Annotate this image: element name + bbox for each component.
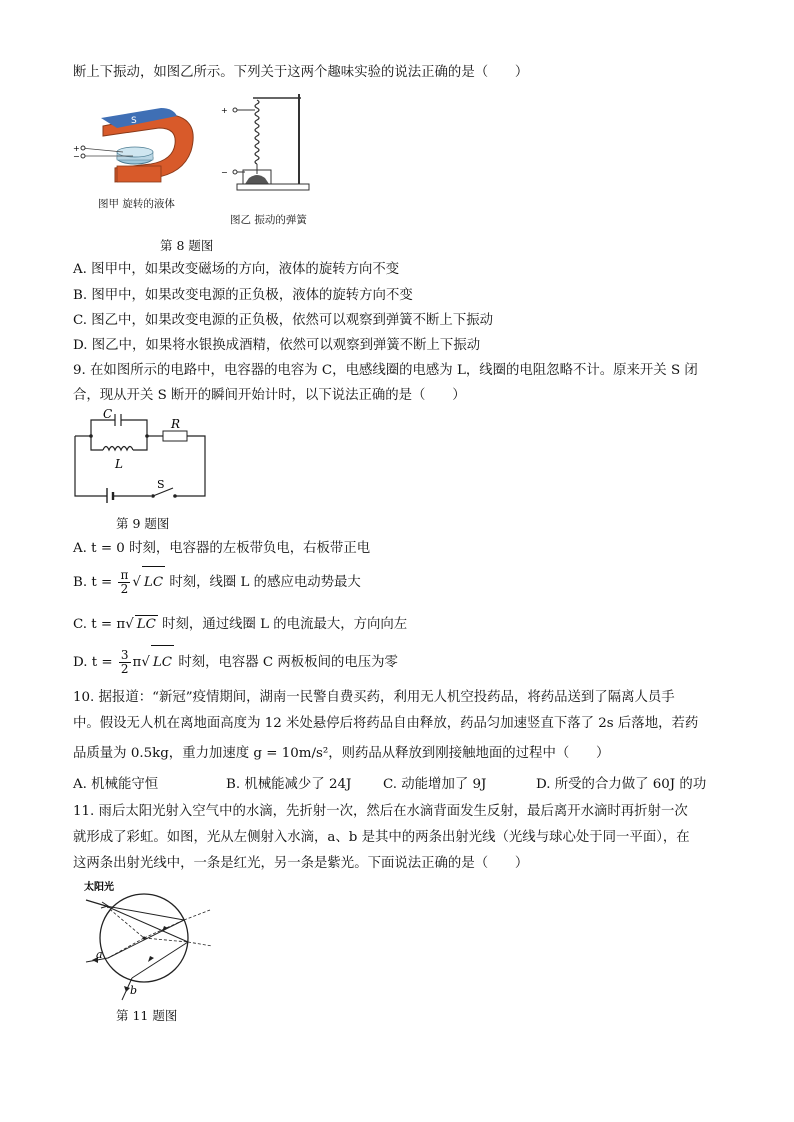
q10-line1: 10. 据报道：“新冠”疫情期间，湖南一民警自费买药，利用无人机空投药品，将药品送到了隔离人员手 bbox=[73, 690, 675, 705]
q10-line2: 中。假设无人机在离地面高度为 12 米处悬停后将药品自由释放，药品匀加速竖直下落了 2s 后落地，若药 bbox=[73, 716, 699, 731]
resistor-label: R bbox=[171, 417, 181, 431]
q10-option-d: D. 所受的合力做了 60J 的功 bbox=[536, 777, 707, 792]
sunlight-label: 太阳光 bbox=[84, 882, 114, 893]
q11-line2: 就形成了彩虹。如图，光从左侧射入水滴，a、b 是其中的两条出射光线（光线与球心处于同一平面），在 bbox=[73, 830, 690, 845]
fig-a-label: 图甲 旋转的液体 bbox=[98, 198, 175, 210]
q9-option-b: B. t = $\frac{\pi}{2}$ √ LC 时刻，线圈 L 的感应电动势最大 bbox=[73, 566, 361, 599]
q11-line3: 这两条出射光线中，一条是红光，另一条是紫光。下面说法正确的是（ ） bbox=[73, 856, 529, 871]
lc-circuit-figure bbox=[73, 408, 213, 503]
q8-option-a: A. 图甲中，如果改变磁场的方向，液体的旋转方向不变 bbox=[73, 262, 400, 277]
capacitor-label: C bbox=[103, 408, 113, 421]
q8-stem-tail: 断上下振动，如图乙所示。下列关于这两个趣味实验的说法正确的是（ ） bbox=[73, 65, 529, 80]
switch-label: S bbox=[157, 478, 165, 491]
ray-a-label: a bbox=[96, 948, 103, 961]
q10-option-b: B. 机械能减少了 24J bbox=[226, 777, 352, 792]
svg-text:+: + bbox=[73, 144, 80, 153]
q9-line1: 9. 在如图所示的电路中，电容器的电容为 C，电感线圈的电感为 L，线圈的电阻忽略不计。原来开关 S 闭 bbox=[73, 363, 698, 378]
svg-text:−: − bbox=[73, 152, 80, 161]
inductor-label: L bbox=[115, 457, 123, 471]
q10-line3: 品质量为 0.5kg，重力加速度 g = 10m/s²，则药品从释放到刚接触地面的过程中（ ） bbox=[73, 746, 610, 761]
svg-text:−: − bbox=[221, 168, 228, 177]
svg-text:+: + bbox=[221, 106, 228, 115]
q8-option-b: B. 图甲中，如果改变电源的正负极，液体的旋转方向不变 bbox=[73, 288, 413, 303]
q8-option-d: D. 图乙中，如果将水银换成酒精，依然可以观察到弹簧不断上下振动 bbox=[73, 338, 481, 353]
spring-figure bbox=[215, 86, 315, 198]
q9-option-c: C. t = π√ LC 时刻，通过线圈 L 的电流最大，方向向左 bbox=[73, 617, 408, 632]
ray-b-label: b bbox=[130, 984, 138, 997]
raindrop-figure bbox=[84, 880, 214, 1002]
q8-fig-caption: 第 8 题图 bbox=[160, 238, 214, 253]
q9-line2: 合，现从开关 S 断开的瞬间开始计时，以下说法正确的是（ ） bbox=[73, 388, 466, 403]
magnet-s-label: S bbox=[131, 116, 137, 126]
fig-b-label: 图乙 振动的弹簧 bbox=[230, 214, 307, 226]
q9-fig-caption: 第 9 题图 bbox=[116, 516, 170, 531]
q9-option-a: A. t = 0 时刻，电容器的左板带负电，右板带正电 bbox=[73, 541, 371, 556]
q8-option-c: C. 图乙中，如果改变电源的正负极，依然可以观察到弹簧不断上下振动 bbox=[73, 313, 493, 328]
q9-option-d: D. t = $\frac{3}{2}$ π√ LC 时刻，电容器 C 两板板间的电压为零 bbox=[73, 645, 398, 680]
magnet-liquid-figure bbox=[73, 96, 203, 196]
q10-option-a: A. 机械能守恒 bbox=[73, 777, 159, 792]
q10-option-c: C. 动能增加了 9J bbox=[383, 777, 487, 792]
q11-fig-caption: 第 11 题图 bbox=[116, 1008, 178, 1023]
q11-line1: 11. 雨后太阳光射入空气中的水滴，先折射一次，然后在水滴背面发生反射，最后离开水滴时再折射一次 bbox=[73, 804, 688, 819]
